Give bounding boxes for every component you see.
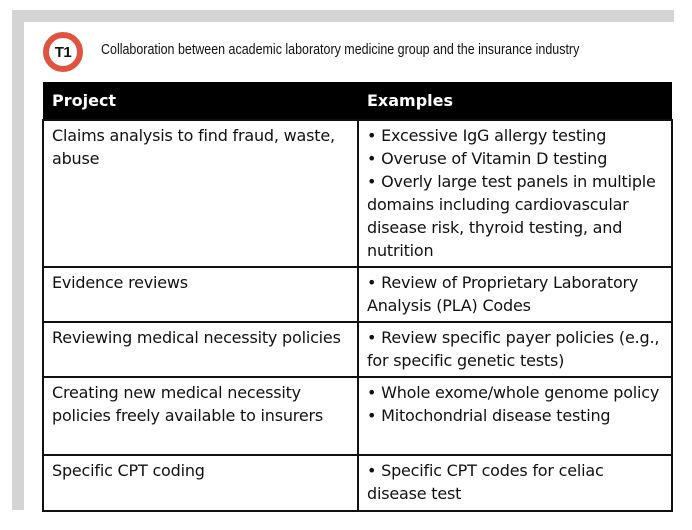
badge-label: T1 <box>54 43 72 61</box>
example-item: • Overuse of Vitamin D testing <box>367 149 608 168</box>
example-item: • Review of Proprietary Laboratory Analysis (PLA) Codes <box>367 273 639 315</box>
table-title: Collaboration between academic laboratory medicine group and the insurance industry <box>101 42 580 58</box>
header-examples: Examples <box>358 82 672 120</box>
project-cell: Claims analysis to find fraud, waste, abuse <box>43 120 358 267</box>
table-row <box>43 455 672 511</box>
table-row <box>43 267 672 322</box>
project-cell: Creating new medical necessity policies freely available to insurers <box>43 377 358 455</box>
project-cell: Specific CPT coding <box>43 455 358 511</box>
project-cell: Evidence reviews <box>43 267 358 322</box>
example-item: • Whole exome/whole genome policy <box>367 383 660 402</box>
header-row <box>43 82 672 120</box>
example-item: • Mitochondrial disease testing <box>367 406 611 425</box>
example-item: • Overly large test panels in multiple domains including cardiovascular disease risk, thyroid testing, and nutrition <box>367 172 656 260</box>
examples-cell <box>358 267 672 322</box>
table-row <box>43 322 672 377</box>
example-item: • Review specific payer policies (e.g., for specific genetic tests) <box>367 328 660 370</box>
frame-left-border <box>12 10 24 510</box>
frame-top-border <box>12 10 674 22</box>
examples-cell <box>358 120 672 267</box>
project-cell: Reviewing medical necessity policies <box>43 322 358 377</box>
table-row <box>43 120 672 267</box>
table-number-badge <box>43 32 83 72</box>
examples-cell <box>358 377 672 455</box>
examples-cell <box>358 455 672 511</box>
examples-cell <box>358 322 672 377</box>
collaboration-table <box>42 82 673 512</box>
example-item: • Specific CPT codes for celiac disease test <box>367 461 604 503</box>
header-project: Project <box>43 82 358 120</box>
table-row <box>43 377 672 455</box>
example-item: • Excessive IgG allergy testing <box>367 126 607 145</box>
